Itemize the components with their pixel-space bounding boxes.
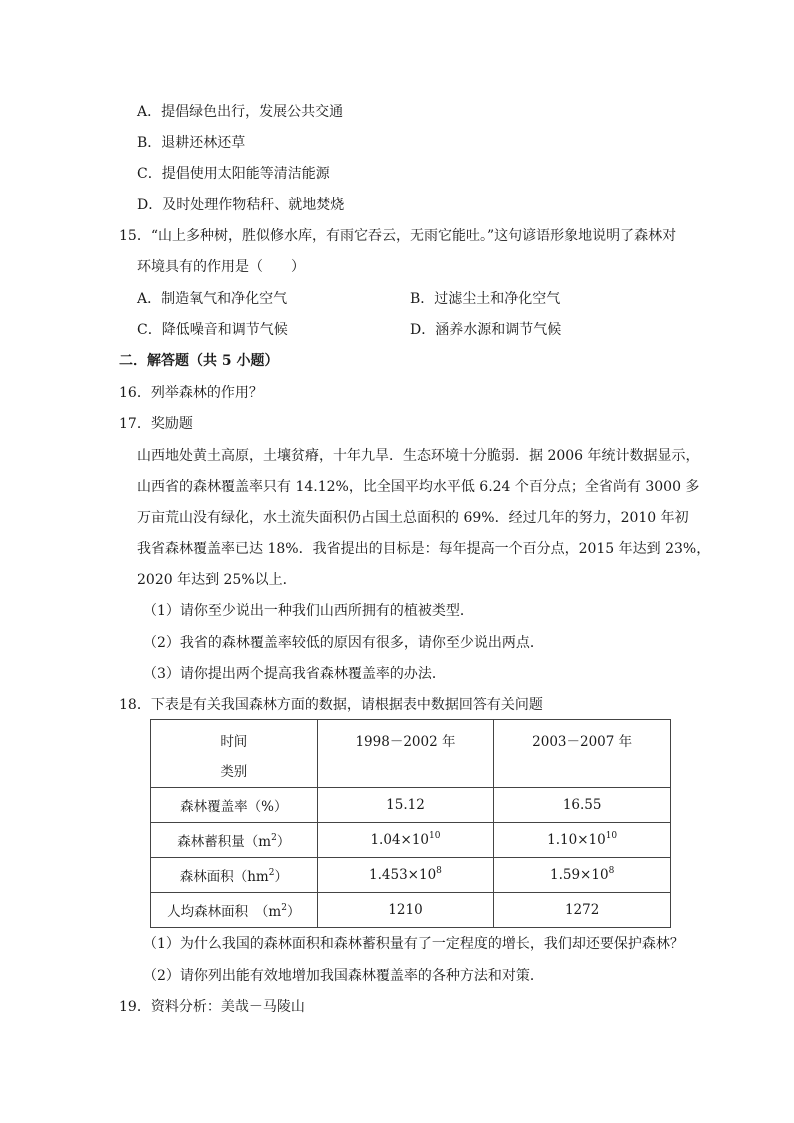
cell-volume-2003	[494, 823, 671, 858]
label-text: 森林蓄积量（m	[177, 834, 272, 850]
q17-paragraph-line5: 2020 年达到 25%以上．	[137, 572, 297, 588]
q15-option-d: D．涵养水源和调节气候	[410, 322, 562, 338]
cell-coverage-1998: 15.12	[317, 788, 494, 823]
forest-data-table	[150, 719, 671, 928]
header-category-label: 类别	[220, 764, 248, 780]
q15-option-a: A．制造氧气和净化空气	[137, 291, 288, 307]
value-exponent: 8	[436, 866, 442, 876]
q19-text: 19．资料分析：美哉－马陵山	[119, 999, 305, 1015]
q16-text: 16．列举森林的作用？	[119, 385, 263, 401]
q15-option-c: C．降低噪音和调节气候	[137, 322, 288, 338]
q17-sub2: （2）我省的森林覆盖率较低的原因有很多，请你至少说出两点．	[143, 635, 544, 651]
cell-per-capita-2003: 1272	[494, 893, 671, 928]
row-label-volume	[151, 823, 318, 858]
q17-sub3: （3）请你提出两个提高我省森林覆盖率的办法．	[143, 666, 446, 682]
q17-paragraph-line3: 万亩荒山没有绿化，水土流失面积仍占国土总面积的 69%．经过几年的努力，2010 年初	[137, 510, 689, 526]
cell-area-1998	[317, 858, 494, 893]
label-text-end: ）	[276, 834, 291, 850]
label-sup: 2	[281, 903, 287, 913]
q18-sub2: （2）请你列出能有效地增加我国森林覆盖率的各种方法和对策．	[143, 968, 544, 984]
value-base: 1.04×10	[370, 832, 430, 848]
value-base: 1.453×10	[369, 867, 437, 883]
q14-option-d: D．及时处理作物秸秆、就地焚烧	[137, 197, 345, 213]
table-row	[151, 893, 671, 928]
table-header-col1	[317, 720, 494, 788]
header-time-label: 时间	[220, 734, 248, 750]
q15-option-b: B．过滤尘土和净化空气	[410, 291, 561, 307]
value-exponent: 8	[608, 866, 615, 876]
q15-stem-line2: 环境具有的作用是（ ）	[137, 259, 305, 275]
header-col1-label: 1998－2002 年	[355, 734, 456, 750]
cell-area-2003	[494, 858, 671, 893]
q18-sub1: （1）为什么我国的森林面积和森林蓄积量有了一定程度的增长，我们却还要保护森林？	[143, 936, 684, 952]
q17-paragraph-line2: 山西省的森林覆盖率只有 14.12%，比全国平均水平低 6.24 个百分点；全省尚有 3000 多	[137, 479, 700, 495]
q17-title: 17．奖励题	[119, 416, 193, 432]
header-col2-label: 2003－2007 年	[532, 734, 633, 750]
value-exponent: 10	[605, 831, 618, 841]
label-text-end: ）	[286, 904, 301, 920]
label-text-end: ）	[274, 869, 288, 885]
q17-sub1: （1）请你至少说出一种我们山西所拥有的植被类型．	[143, 603, 474, 619]
q14-option-a: A．提倡绿色出行，发展公共交通	[137, 104, 344, 120]
q18-stem: 18．下表是有关我国森林方面的数据，请根据表中数据回答有关问题	[119, 697, 543, 713]
q14-option-c: C．提倡使用太阳能等清洁能源	[137, 166, 330, 182]
q17-paragraph-line4: 我省森林覆盖率已达 18%．我省提出的目标是：每年提高一个百分点，2015 年达到 23%，	[137, 541, 711, 557]
row-label-area	[151, 858, 318, 893]
table-header-col2	[494, 720, 671, 788]
table-row	[151, 823, 671, 858]
q17-paragraph-line1: 山西地处黄土高原，土壤贫瘠，十年九旱．生态环境十分脆弱．据 2006 年统计数据显示，	[137, 448, 700, 464]
label-sup: 2	[271, 833, 277, 843]
table-row	[151, 858, 671, 893]
table-header-corner	[151, 720, 318, 788]
label-text: 森林面积（hm	[179, 869, 269, 885]
cell-coverage-2003: 16.55	[494, 788, 671, 823]
label-text: 人均森林面积 （m	[167, 904, 282, 920]
cell-per-capita-1998: 1210	[317, 893, 494, 928]
q15-stem-line1: 15．“山上多种树，胜似修水库，有雨它吞云，无雨它能吐。”这句谚语形象地说明了森林对	[119, 228, 677, 244]
q14-option-b: B．退耕还林还草	[137, 135, 246, 151]
row-label-coverage: 森林覆盖率（%）	[151, 788, 318, 823]
value-exponent: 10	[429, 831, 441, 841]
table-header-row	[151, 720, 671, 788]
row-label-per-capita	[151, 893, 318, 928]
cell-volume-1998	[317, 823, 494, 858]
value-base: 1.59×10	[550, 867, 609, 883]
table-row	[151, 788, 671, 823]
value-base: 1.10×10	[547, 832, 606, 848]
label-sup: 2	[268, 868, 275, 878]
section-title: 二．解答题（共 5 小题）	[119, 353, 279, 369]
